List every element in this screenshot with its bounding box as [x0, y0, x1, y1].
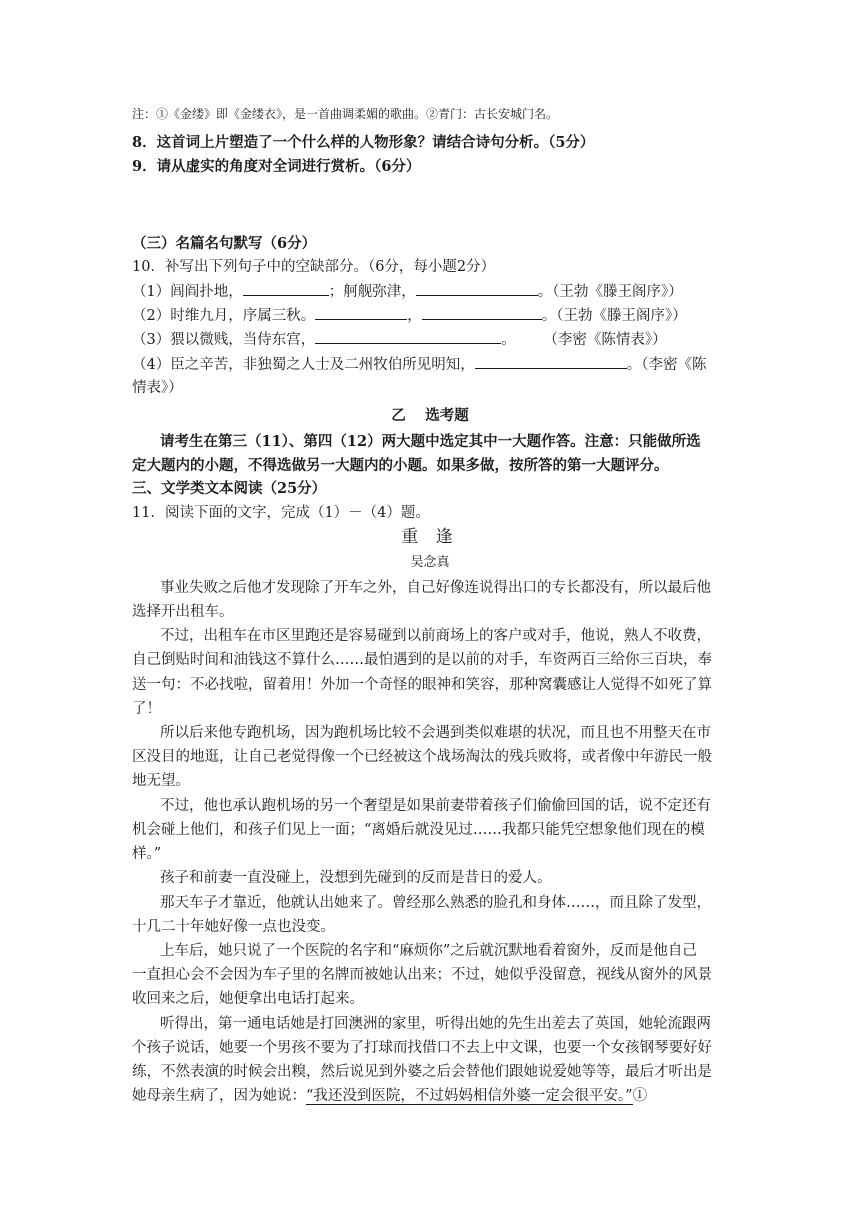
answer-blank[interactable]: [422, 305, 542, 320]
body-line: 收回来之后，她便拿出电话打起来。: [132, 991, 364, 1007]
body-line: 机会碰上他们，和孩子们见上一面；“离婚后就没见过……我都只能凭空想象他们现在的模: [132, 822, 705, 838]
q10-item-3: [132, 329, 667, 351]
body-line: 上车后，她只说了一个医院的名字和“麻烦你”之后就沉默地看着窗外，反而是他自己: [160, 943, 697, 959]
body-line: 所以后来他专跑机场，因为跑机场比较不会遇到类似难堪的状况，而且也不用整天在市: [160, 725, 711, 741]
answer-blank[interactable]: [475, 354, 627, 369]
body-line: 送一句：不必找啦，留着用！外加一个奇怪的眼神和笑容，那种窝囊感让人觉得不如死了算: [132, 677, 712, 693]
instruction-line-2: 定大题内的小题，不得选做另一大题内的小题。如果多做，按所答的第一大题评分。: [132, 457, 669, 474]
q10-item-1-text-b: ；舸舰弥津，: [328, 284, 416, 300]
answer-blank[interactable]: [243, 281, 329, 296]
question-10: 10．补写出下列句子中的空缺部分。（6分，每小题2分）: [132, 259, 496, 275]
body-line: 了！: [132, 701, 161, 717]
body-line: 区没目的地逛，让自己老觉得像一个已经被这个战场淘汰的残兵败将，或者像中年游民一般: [132, 749, 712, 765]
body-line: 一直担心会不会因为车子里的名牌而被她认出来；不过，她似乎没留意，视线从窗外的风景: [132, 967, 712, 983]
answer-blank[interactable]: [315, 305, 407, 320]
body-line: 自己倒贴时间和油钱这不算什么……最怕遇到的是以前的对手，车资两百三给你三百块，奉: [132, 652, 712, 668]
body-line: 那天车子才靠近，他就认出她来了。曾经那么熟悉的脸孔和身体……，而且除了发型，: [160, 895, 711, 911]
q10-item-4-text-b: 。（李密《陈: [626, 357, 707, 373]
q10-item-3-text-a: （3）猥以微贱，当侍东宫，: [132, 332, 316, 348]
q10-item-4: [132, 354, 706, 376]
q10-item-1-text-c: 。（王勃《滕王阁序》）: [537, 284, 683, 300]
part-heading-elective: 乙 选考题: [391, 407, 469, 424]
q10-item-1: [132, 281, 683, 303]
body-line-text: 她母亲生病了，因为她说：: [132, 1088, 306, 1104]
q10-item-4-continued: 情表》）: [132, 380, 183, 396]
q10-item-2: [132, 305, 687, 327]
q10-item-1-text-a: （1）闾阎扑地，: [132, 284, 243, 300]
body-line: 事业失败之后他才发现除了开车之外，自己好像连说得出口的专长都没有，所以最后他: [160, 580, 711, 596]
question-8: 8．这首词上片塑造了一个什么样的人物形象？请结合诗句分析。（5分）: [132, 134, 595, 151]
question-11: 11．阅读下面的文字，完成（1）－（4）题。: [132, 505, 430, 521]
story-author: 吴念真: [410, 555, 450, 570]
answer-blank[interactable]: [315, 329, 501, 344]
answer-blank[interactable]: [416, 281, 538, 296]
underlined-quote: “我还没到医院，不过妈妈相信外婆一定会很平安。”: [306, 1088, 633, 1104]
q10-item-4-text-a: （4）臣之辛苦，非独蜀之人士及二州牧伯所见明知，: [132, 357, 475, 373]
body-line: 练，不然表演的时候会出糗，然后说见到外婆之后会替他们跟她说爱她等等，最后才听出是: [132, 1064, 712, 1080]
instruction-line-1: 请考生在第三（11）、第四（12）两大题中选定其中一大题作答。注意：只能做所选: [160, 433, 701, 450]
story-title: 重 逢: [401, 527, 459, 547]
body-line: 不过，出租车在市区里跑还是容易碰到以前商场上的客户或对手，他说，熟人不收费，: [160, 628, 711, 644]
q10-item-2-text-a: （2）时维九月，序属三秋。: [132, 308, 316, 324]
body-line: 地无望。: [132, 773, 190, 789]
q10-item-3-text-b: 。: [501, 332, 516, 348]
body-line: 不过，他也承认跑机场的另一个奢望是如果前妻带着孩子们偷偷回国的话，说不定还有: [160, 798, 711, 814]
section-heading-literary-reading: 三、文学类文本阅读（25分）: [132, 480, 327, 497]
body-line: 十几二十年她好像一点也没变。: [132, 919, 335, 935]
body-line: 个孩子说话，她要一个男孩不要为了打球而找借口不去上中文课，也要一个女孩钢琴要好好: [132, 1040, 712, 1056]
annotation-note: 注：①《金缕》即《金缕衣》，是一首曲调柔媚的歌曲。②青门：古长安城门名。: [132, 107, 559, 121]
q10-item-2-text-c: 。（王勃《滕王阁序》）: [541, 308, 687, 324]
body-line: 选择开出租车。: [132, 604, 234, 620]
body-line: 听得出，第一通电话她是打回澳洲的家里，听得出她的先生出差去了英国，她轮流跟两: [160, 1016, 711, 1032]
q10-item-2-text-b: ，: [407, 308, 422, 324]
section-heading-famous-lines: （三）名篇名句默写（6分）: [132, 235, 317, 252]
footnote-marker: ①: [632, 1088, 648, 1104]
q10-item-3-text-c: （李密《陈情表》）: [543, 332, 667, 348]
body-line: 孩子和前妻一直没碰上，没想到先碰到的反而是昔日的爱人。: [160, 870, 552, 886]
body-line-last: [132, 1085, 647, 1107]
question-9: 9．请从虚实的角度对全词进行赏析。（6分）: [132, 158, 421, 175]
body-line: 样。”: [132, 846, 162, 862]
